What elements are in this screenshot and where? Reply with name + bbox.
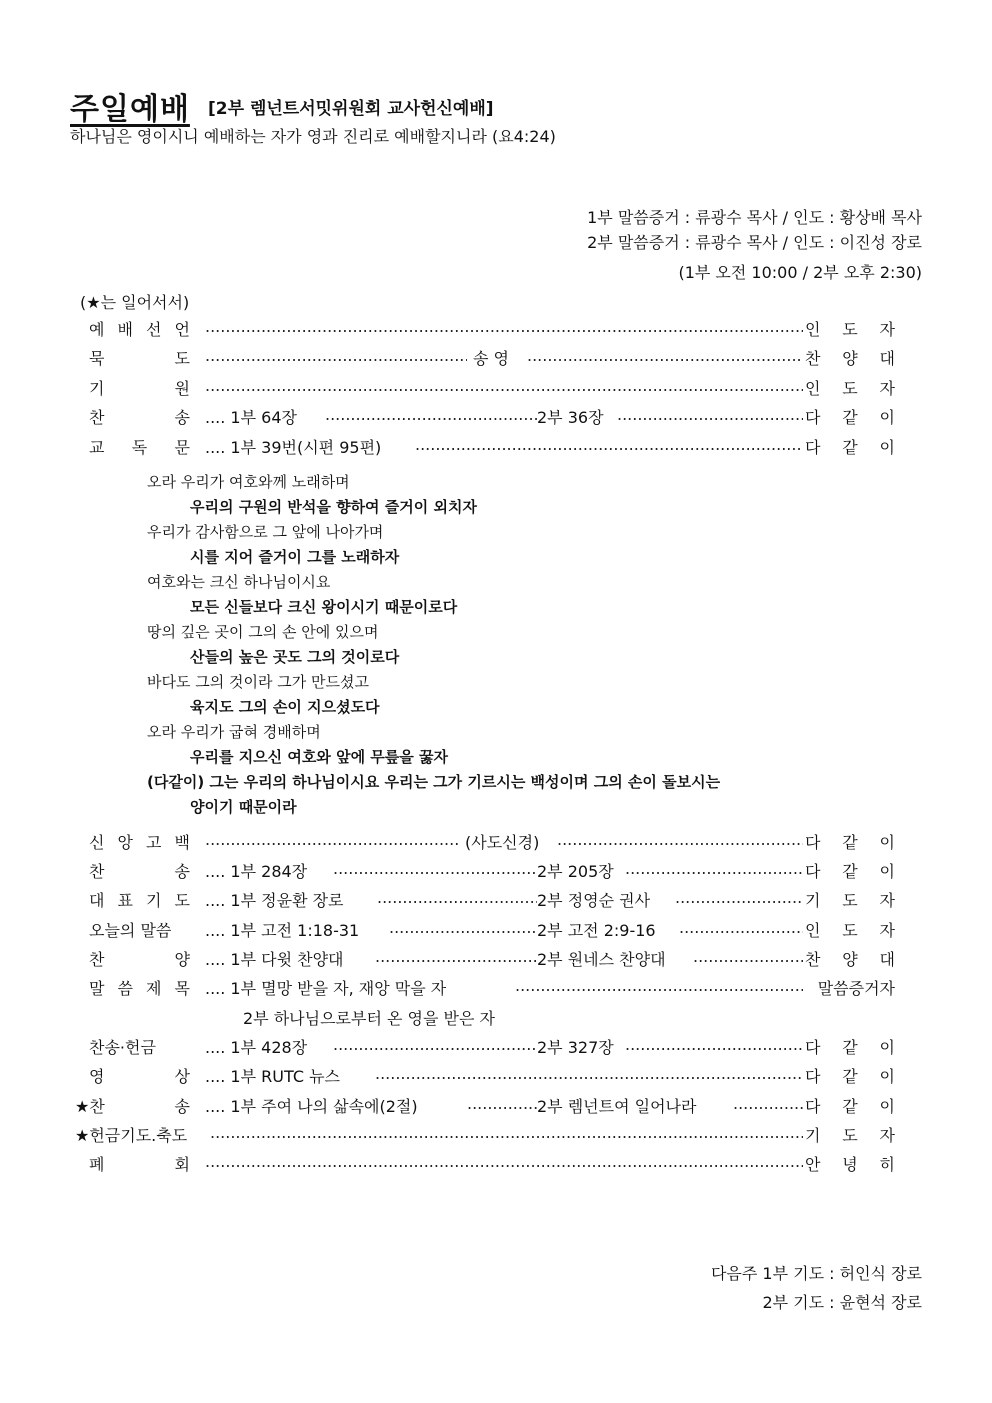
order-role-char: 도 bbox=[842, 379, 858, 398]
order-label-char: 송 bbox=[174, 862, 190, 881]
order-label-char: 목 bbox=[174, 979, 190, 998]
order-label-char: 문 bbox=[174, 438, 190, 457]
order-row-anthem bbox=[75, 947, 895, 973]
order-row-rep_prayer bbox=[75, 888, 895, 914]
order-label-char: 회 bbox=[174, 1155, 190, 1174]
next-week-prayer-2: 2부 기도 : 윤현석 장로 bbox=[762, 1293, 922, 1312]
leader-dots bbox=[205, 830, 459, 849]
leader-dots bbox=[333, 1035, 537, 1054]
order-row-close bbox=[75, 1152, 895, 1178]
order-part1: .... 1부 고전 1:18-31 bbox=[205, 918, 359, 941]
order-label-char: 언 bbox=[174, 320, 190, 339]
order-role-char: 다 bbox=[805, 1097, 821, 1116]
leader-dots bbox=[415, 435, 803, 454]
order-part2: 2부 327장 bbox=[537, 1035, 614, 1058]
order-label bbox=[75, 830, 190, 853]
order-label-char: 제 bbox=[146, 979, 162, 998]
order-role-char: 찬 bbox=[805, 349, 821, 368]
page-title: 주일예배 bbox=[70, 92, 190, 127]
order-row-hymn3 bbox=[75, 1094, 895, 1120]
order-role-char: 이 bbox=[879, 1038, 895, 1057]
leader-dots bbox=[625, 859, 803, 878]
order-role-char: 자 bbox=[879, 921, 895, 940]
order-label-char: 오늘의 말씀 bbox=[89, 921, 172, 940]
leader-dots bbox=[205, 346, 467, 365]
order-role-char: 다 bbox=[805, 862, 821, 881]
responsive-line-all: (다같이) 그는 우리의 하나님이시요 우리는 그가 기르시는 백성이며 그의 손이 돌보시는 bbox=[147, 773, 721, 791]
order-part2: 2부 고전 2:9-16 bbox=[537, 918, 656, 941]
order-label-char: ★헌금기도.축도 bbox=[75, 1126, 188, 1145]
order-label-char: 도 bbox=[174, 349, 190, 368]
order-row-reading bbox=[75, 435, 895, 461]
order-role-char: 인 bbox=[805, 921, 821, 940]
order-label-char: 양 bbox=[174, 950, 190, 969]
responsive-line-cong: 모든 신들보다 크신 왕이시기 때문이로다 bbox=[190, 598, 458, 616]
order-role-char: 이 bbox=[879, 833, 895, 852]
order-role-char: 같 bbox=[842, 833, 858, 852]
order-part1: .... 1부 284장 bbox=[205, 859, 307, 882]
order-label-char: 앙 bbox=[117, 833, 133, 852]
order-mid: 송 영 bbox=[473, 346, 509, 369]
leader-line-1: 1부 말씀증거 : 류광수 목사 / 인도 : 황상배 목사 bbox=[587, 208, 922, 227]
leader-dots bbox=[693, 947, 803, 966]
order-label bbox=[75, 376, 190, 399]
order-row-video bbox=[75, 1064, 895, 1090]
order-label-char: 교 bbox=[89, 438, 105, 457]
order-label bbox=[75, 1094, 190, 1117]
order-label-char: 상 bbox=[174, 1067, 190, 1086]
order-role-char: 자 bbox=[879, 1126, 895, 1145]
order-label-char: 찬 bbox=[89, 862, 105, 881]
leader-dots bbox=[377, 888, 537, 907]
responsive-line-cong: 우리의 구원의 반석을 향하여 즐거이 외치자 bbox=[190, 498, 477, 516]
order-role bbox=[805, 1152, 895, 1175]
order-role-char: 이 bbox=[879, 408, 895, 427]
leader-dots bbox=[557, 830, 803, 849]
order-part1: .... 1부 다윗 찬양대 bbox=[205, 947, 344, 970]
order-label bbox=[75, 1152, 190, 1175]
order-role-char: 같 bbox=[842, 408, 858, 427]
order-label-char: 독 bbox=[131, 438, 148, 457]
order-role-char: 다 bbox=[805, 1038, 821, 1057]
order-role-char: 다 bbox=[805, 408, 821, 427]
order-row-offering bbox=[75, 1035, 895, 1061]
responsive-line-lead: 우리가 감사함으로 그 앞에 나아가며 bbox=[147, 523, 384, 541]
order-role-char: 자 bbox=[879, 379, 895, 398]
order-label bbox=[75, 888, 190, 911]
order-part1: .... 1부 428장 bbox=[205, 1035, 307, 1058]
order-part1: .... 1부 주여 나의 삶속에(2절) bbox=[205, 1094, 418, 1117]
leader-dots bbox=[205, 317, 803, 336]
order-label-char: 신 bbox=[89, 833, 105, 852]
order-label-char: 고 bbox=[146, 833, 162, 852]
leader-dots bbox=[333, 859, 537, 878]
order-label bbox=[75, 947, 190, 970]
leader-dots bbox=[515, 976, 803, 995]
order-part1: .... 1부 RUTC 뉴스 bbox=[205, 1064, 340, 1087]
theme-verse: 하나님은 영이시니 예배하는 자가 영과 진리로 예배할지니라 (요4:24) bbox=[70, 127, 556, 146]
order-role-char: 양 bbox=[842, 950, 858, 969]
order-label-char: 송 bbox=[174, 1097, 190, 1116]
responsive-line-cong: 육지도 그의 손이 지으셨도다 bbox=[190, 698, 380, 716]
order-role-char: 인 bbox=[805, 320, 821, 339]
order-label bbox=[75, 918, 190, 941]
order-role-char: 같 bbox=[842, 1067, 858, 1086]
order-role-char: 도 bbox=[842, 1126, 858, 1145]
order-label-char: 씀 bbox=[117, 979, 133, 998]
order-role bbox=[805, 435, 895, 458]
responsive-line-lead: 여호와는 크신 하나님이시요 bbox=[147, 573, 331, 591]
order-role-char: 같 bbox=[842, 438, 858, 457]
order-row-creed bbox=[75, 830, 895, 856]
leader-dots bbox=[527, 346, 803, 365]
order-label-char: 기 bbox=[146, 891, 162, 910]
order-row-prayer bbox=[75, 376, 895, 402]
order-label bbox=[75, 859, 190, 882]
service-times: (1부 오전 10:00 / 2부 오후 2:30) bbox=[678, 263, 922, 282]
leader-dots bbox=[617, 405, 803, 424]
order-role-char: 다 bbox=[805, 438, 821, 457]
order-part2: 2부 정영순 권사 bbox=[537, 888, 650, 911]
order-role bbox=[805, 317, 895, 340]
order-role bbox=[805, 1123, 895, 1146]
order-role-char: 안 bbox=[805, 1155, 821, 1174]
stand-note: (★는 일어서서) bbox=[80, 293, 190, 312]
order-part2: 2부 렘넌트여 일어나라 bbox=[537, 1094, 696, 1117]
responsive-line-lead: 오라 우리가 굽혀 경배하며 bbox=[147, 723, 321, 741]
order-label-char: 송 bbox=[174, 408, 190, 427]
leader-dots bbox=[210, 1123, 803, 1142]
responsive-line-cong: 산들의 높은 곳도 그의 것이로다 bbox=[190, 648, 400, 666]
order-role bbox=[805, 376, 895, 399]
order-row-silent bbox=[75, 346, 895, 372]
order-label bbox=[75, 1035, 190, 1058]
order-mid: (사도신경) bbox=[465, 830, 539, 853]
order-label-char: 백 bbox=[174, 833, 190, 852]
responsive-line-cong: 우리를 지으신 여호와 앞에 무릎을 꿇자 bbox=[190, 748, 448, 766]
order-role-char: 이 bbox=[879, 1097, 895, 1116]
order-role-char: 다 bbox=[805, 1067, 821, 1086]
order-part2: 2부 원네스 찬양대 bbox=[537, 947, 666, 970]
order-label-char: 대 bbox=[89, 891, 105, 910]
order-role-char: 같 bbox=[842, 1038, 858, 1057]
order-row-sermon bbox=[75, 976, 895, 1028]
order-part1: .... 1부 정윤환 장로 bbox=[205, 888, 344, 911]
order-label bbox=[75, 976, 190, 999]
order-role bbox=[805, 947, 895, 970]
order-label bbox=[75, 317, 190, 340]
order-label-char: 말 bbox=[89, 979, 105, 998]
order-row-hymn1 bbox=[75, 405, 895, 431]
order-role bbox=[805, 918, 895, 941]
leader-dots bbox=[375, 1064, 803, 1083]
order-label-char: 선 bbox=[146, 320, 162, 339]
order-label-char: 영 bbox=[89, 1067, 105, 1086]
order-role-char: 이 bbox=[879, 1067, 895, 1086]
order-role bbox=[805, 859, 895, 882]
order-role-char: 인 bbox=[805, 379, 821, 398]
page-subtitle: [2부 렘넌트서밋위원회 교사헌신예배] bbox=[208, 99, 494, 119]
order-role-char: 도 bbox=[842, 320, 858, 339]
order-label-char: ★찬 bbox=[75, 1097, 105, 1116]
order-role-char: 말씀증거자 bbox=[817, 979, 895, 998]
order-role-char: 대 bbox=[879, 950, 895, 969]
order-row-hymn2 bbox=[75, 859, 895, 885]
leader-dots bbox=[679, 918, 803, 937]
order-label-char: 배 bbox=[117, 320, 133, 339]
order-part2: 2부 205장 bbox=[537, 859, 614, 882]
leader-dots bbox=[205, 1152, 803, 1171]
responsive-line-lead: 땅의 깊은 곳이 그의 손 안에 있으며 bbox=[147, 623, 379, 641]
order-label-char: 원 bbox=[174, 379, 190, 398]
order-role bbox=[805, 1094, 895, 1117]
order-part1: .... 1부 64장 bbox=[205, 405, 297, 428]
leader-dots bbox=[205, 376, 803, 395]
order-label bbox=[75, 405, 190, 428]
order-part2: 2부 하나님으로부터 온 영을 받은 자 bbox=[243, 1006, 495, 1029]
order-role-char: 기 bbox=[805, 1126, 821, 1145]
order-role bbox=[805, 976, 895, 999]
responsive-line-lead: 바다도 그의 것이라 그가 만드셨고 bbox=[147, 673, 369, 691]
order-label-char: 표 bbox=[117, 891, 133, 910]
order-part1: .... 1부 멸망 받을 자, 재앙 막을 자 bbox=[205, 976, 446, 999]
order-label-char: 찬 bbox=[89, 408, 105, 427]
leader-dots bbox=[675, 888, 803, 907]
order-label-char: 기 bbox=[89, 379, 105, 398]
order-role-char: 대 bbox=[879, 349, 895, 368]
responsive-line-cong: 시를 지어 즐거이 그를 노래하자 bbox=[190, 548, 400, 566]
order-role-char: 녕 bbox=[842, 1155, 858, 1174]
order-role-char: 자 bbox=[879, 320, 895, 339]
order-label bbox=[75, 346, 190, 369]
leader-dots bbox=[733, 1094, 803, 1113]
order-role-char: 다 bbox=[805, 833, 821, 852]
order-role-char: 자 bbox=[879, 891, 895, 910]
order-part2: 2부 36장 bbox=[537, 405, 604, 428]
leader-dots bbox=[625, 1035, 803, 1054]
order-role-char: 찬 bbox=[805, 950, 821, 969]
order-role-char: 같 bbox=[842, 1097, 858, 1116]
leader-line-2: 2부 말씀증거 : 류광수 목사 / 인도 : 이진성 장로 bbox=[587, 233, 922, 252]
order-role-char: 히 bbox=[879, 1155, 895, 1174]
order-label bbox=[75, 1123, 190, 1146]
order-label-char: 도 bbox=[174, 891, 190, 910]
order-role bbox=[805, 405, 895, 428]
order-label-char: 폐 bbox=[89, 1155, 105, 1174]
order-role-char: 도 bbox=[842, 891, 858, 910]
leader-dots bbox=[325, 405, 537, 424]
leader-dots bbox=[375, 947, 537, 966]
next-week-prayer-1: 다음주 1부 기도 : 허인식 장로 bbox=[710, 1264, 922, 1283]
order-label bbox=[75, 435, 190, 458]
leader-dots bbox=[389, 918, 537, 937]
order-row-scripture bbox=[75, 918, 895, 944]
order-role bbox=[805, 1064, 895, 1087]
order-role bbox=[805, 888, 895, 911]
order-row-call bbox=[75, 317, 895, 343]
order-role-char: 도 bbox=[842, 921, 858, 940]
responsive-line-lead: 오라 우리가 여호와께 노래하며 bbox=[147, 473, 350, 491]
order-label-char: 예 bbox=[89, 320, 105, 339]
order-role-char: 이 bbox=[879, 438, 895, 457]
responsive-line-cong: 양이기 때문이라 bbox=[190, 798, 297, 816]
order-label-char: 찬 bbox=[89, 950, 105, 969]
leader-dots bbox=[467, 1094, 537, 1113]
order-label-char: 찬송·헌금 bbox=[89, 1038, 156, 1057]
order-label bbox=[75, 1064, 190, 1087]
order-role-char: 양 bbox=[842, 349, 858, 368]
order-role bbox=[805, 830, 895, 853]
order-role bbox=[805, 346, 895, 369]
order-label-char: 묵 bbox=[89, 349, 105, 368]
order-role bbox=[805, 1035, 895, 1058]
order-role-char: 이 bbox=[879, 862, 895, 881]
order-role-char: 기 bbox=[805, 891, 821, 910]
order-role-char: 같 bbox=[842, 862, 858, 881]
order-part1: .... 1부 39번(시편 95편) bbox=[205, 435, 381, 458]
order-row-benediction bbox=[75, 1123, 895, 1149]
